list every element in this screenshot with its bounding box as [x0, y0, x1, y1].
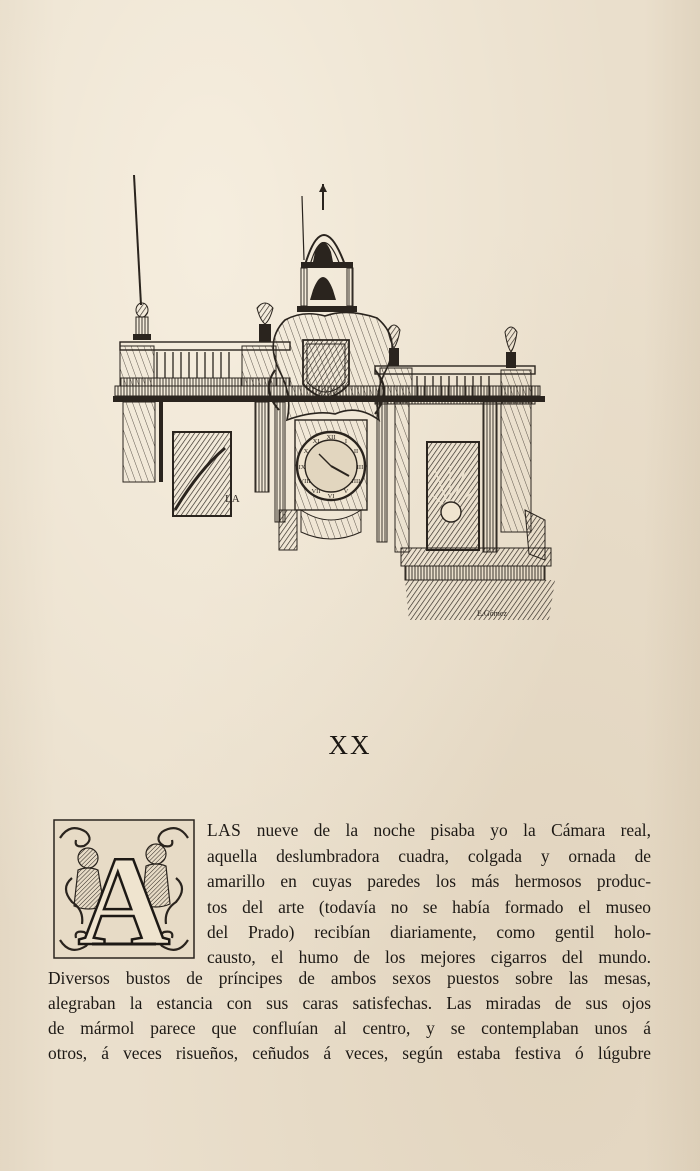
clock-face: [279, 420, 367, 550]
svg-text:V: V: [343, 488, 349, 495]
balustrade-left: [120, 342, 290, 386]
text-line-3: amarillo en cuyas paredes los más hermosos produc-: [207, 871, 651, 891]
svg-text:X: X: [303, 448, 309, 455]
svg-text:VII: VII: [311, 488, 321, 495]
text-line-6: causto, el humo de los mejores cigarros del mundo.: [207, 947, 651, 967]
lead-word: LAS: [207, 820, 242, 840]
decorated-initial: [52, 818, 196, 960]
svg-text:IIII: IIII: [351, 478, 361, 485]
svg-text:I: I: [344, 438, 348, 445]
text-line-7: Diversos bustos de príncipes de ambos sexos puestos sobre las mesas,: [48, 968, 651, 988]
coat-of-arms: [269, 312, 392, 420]
svg-text:XII: XII: [326, 434, 336, 441]
drop-cap-letter: A: [77, 830, 171, 960]
svg-text:II: II: [353, 448, 359, 455]
text-line-5: del Prado) recibían diariamente, como gentil holo-: [207, 922, 651, 942]
svg-text:XI: XI: [312, 438, 320, 445]
text-line-9: de mármol parece que confluían al centro, y se contemplaban unos á: [48, 1018, 651, 1038]
window-left: [173, 432, 240, 516]
clock-tower-illustration: [105, 170, 565, 635]
svg-text:III: III: [356, 464, 364, 471]
svg-text:IX: IX: [298, 464, 306, 471]
bell-turret: [297, 184, 357, 312]
svg-text:VI: VI: [327, 493, 335, 500]
chapter-number: XX: [328, 730, 372, 760]
artist-initials: LA: [225, 493, 240, 505]
finial-left: [133, 303, 151, 340]
engraver-signature: E.Gómez: [477, 609, 507, 618]
text-line-4: tos del arte (todavía no se había formado el museo: [207, 897, 651, 917]
text-line-10: otros, á veces risueños, ceñudos á veces, según estaba festiva ó lúgubre: [48, 1043, 651, 1063]
text-line-8: alegraban la estancia con sus caras satisfechas. Las miradas de sus ojos: [48, 993, 651, 1013]
text-line-2: aquella deslumbradora cuadra, colgada y ornada de: [207, 846, 651, 866]
window-right: [427, 442, 479, 550]
svg-text:VIII: VIII: [299, 478, 311, 485]
text-line-1: LAS nueve de la noche pisaba yo la Cámara real,: [207, 820, 651, 840]
